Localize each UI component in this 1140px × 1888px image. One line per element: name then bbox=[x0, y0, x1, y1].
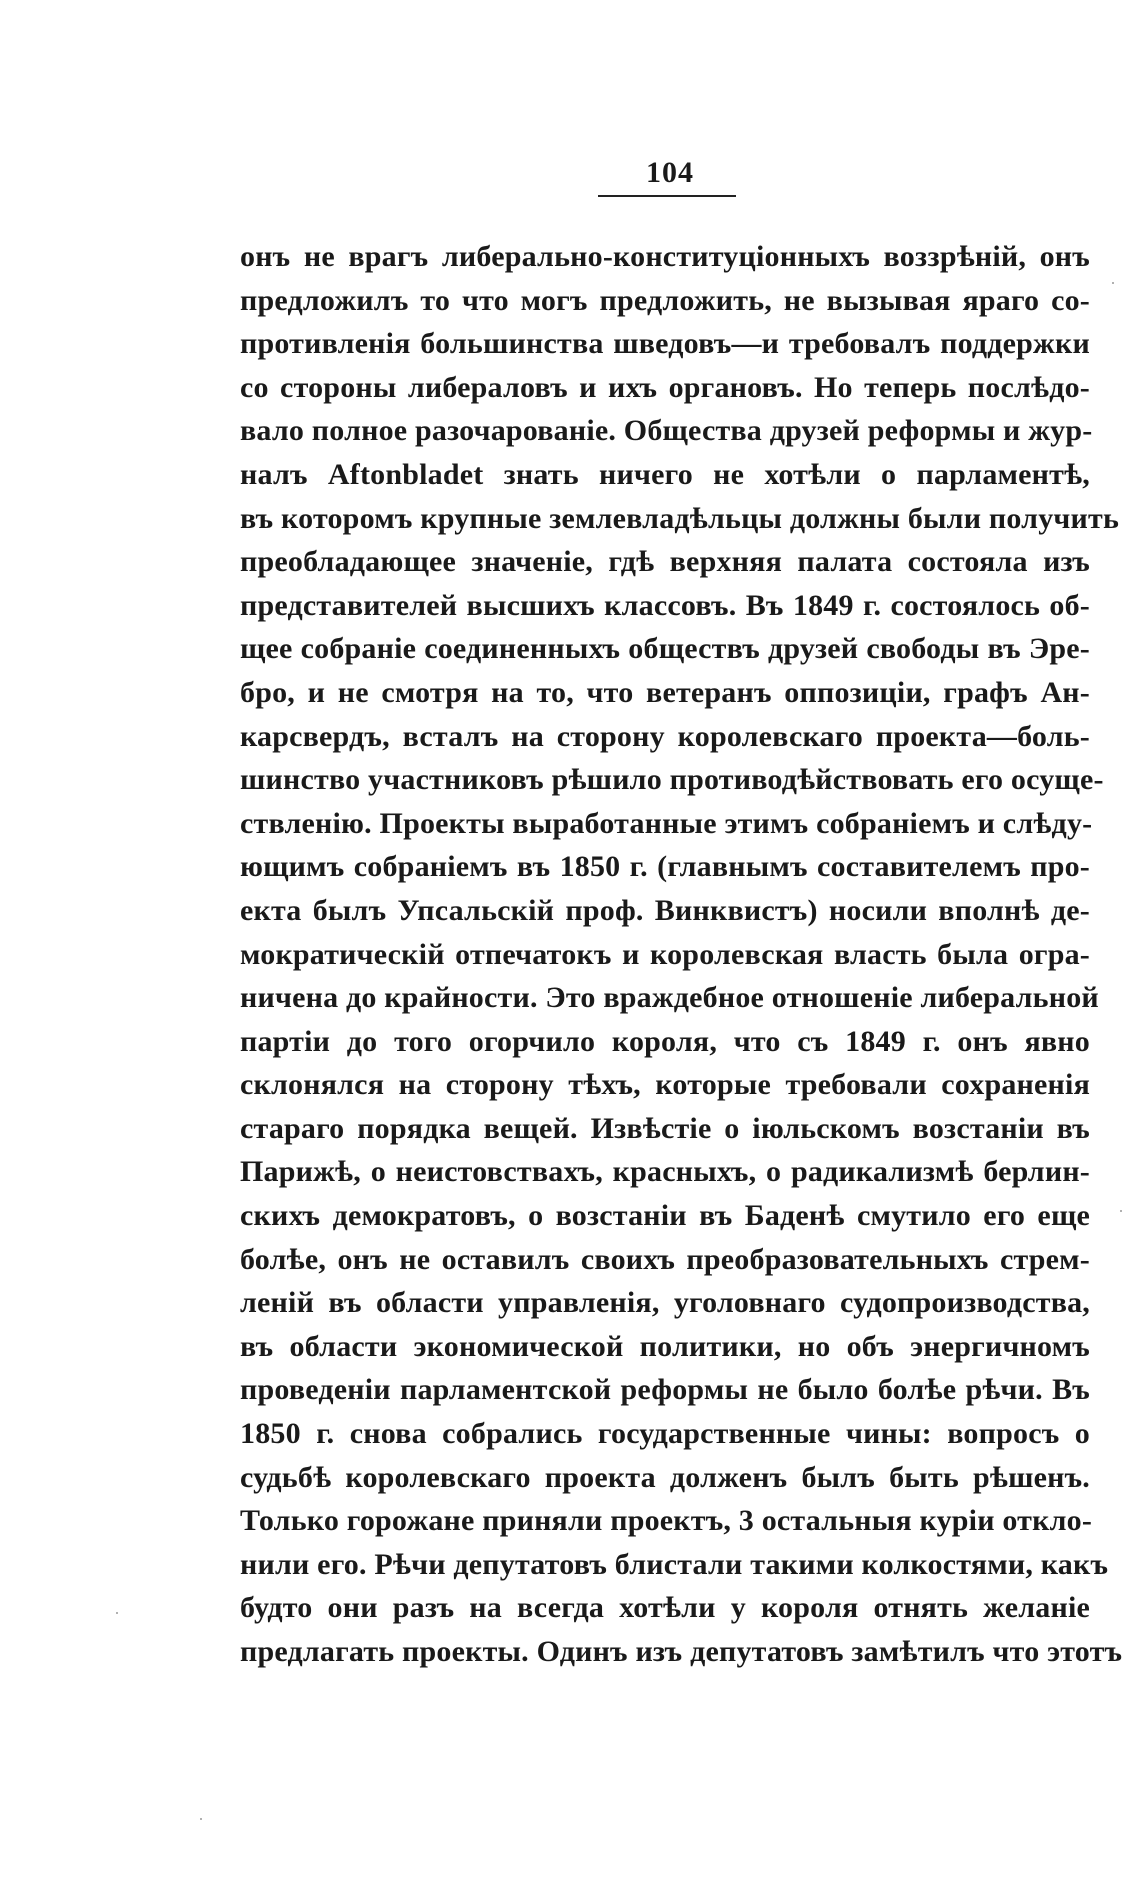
scan-speck bbox=[116, 1612, 118, 1614]
text-line: стараго порядка вещей. Извѣстіе о іюльскомъ возстаніи въ bbox=[240, 1111, 1090, 1145]
page-number-rule bbox=[598, 195, 736, 197]
text-line: въ которомъ крупные землевладѣльцы должны были получить bbox=[240, 501, 1120, 535]
text-line: шинство участниковъ рѣшило противодѣйствовать его осуще- bbox=[240, 763, 1104, 797]
text-line: нили его. Рѣчи депутатовъ блистали такими колкостями, какъ bbox=[240, 1547, 1109, 1581]
text-line: партіи до того огорчило короля, что съ 1849 г. онъ явно bbox=[240, 1024, 1090, 1058]
text-line: судьбѣ королевскаго проекта долженъ былъ быть рѣшенъ. bbox=[240, 1460, 1090, 1494]
text-line: онъ не врагъ либерально-конституціонныхъ воззрѣній, онъ bbox=[240, 240, 1090, 273]
text-line: екта былъ Упсальскій проф. Винквистъ) носили вполнѣ де- bbox=[240, 893, 1090, 927]
text-line: ничена до крайности. Это враждебное отношеніе либеральной bbox=[240, 981, 1099, 1015]
text-line: налъ Aftonbladet знать ничего не хотѣли о парламентѣ, bbox=[240, 457, 1090, 491]
text-line: Парижѣ, о неистовствахъ, красныхъ, о радикализмѣ берлин- bbox=[240, 1155, 1090, 1189]
scan-speck bbox=[1112, 282, 1114, 284]
page-number: 104 bbox=[646, 156, 694, 189]
text-line: со стороны либераловъ и ихъ органовъ. Но теперь послѣдо- bbox=[240, 370, 1090, 404]
scan-speck bbox=[200, 1818, 202, 1820]
text-line: предлагать проекты. Одинъ изъ депутатовъ замѣтилъ что этотъ bbox=[240, 1635, 1123, 1668]
scan-speck bbox=[1120, 1210, 1122, 1212]
text-line: ствленію. Проекты выработанные этимъ собраніемъ и слѣду- bbox=[240, 806, 1093, 840]
text-line: склонялся на сторону тѣхъ, которые требовали сохраненія bbox=[240, 1068, 1090, 1102]
text-line: представителей высшихъ классовъ. Въ 1849 г. состоялось об- bbox=[240, 588, 1090, 622]
text-line: карсвердъ, всталъ на сторону королевскаго проекта—боль- bbox=[240, 719, 1090, 753]
text-line: ющимъ собраніемъ въ 1850 г. (главнымъ составителемъ про- bbox=[240, 850, 1090, 884]
text-line: болѣе, онъ не оставилъ своихъ преобразовательныхъ стрем- bbox=[240, 1242, 1090, 1276]
text-line: мократическій отпечатокъ и королевская власть была огра- bbox=[240, 937, 1090, 971]
text-line: проведеніи парламентской реформы не было болѣе рѣчи. Въ bbox=[240, 1373, 1090, 1407]
text-line: Только горожане приняли проектъ, 3 остальныя куріи откло- bbox=[240, 1504, 1093, 1538]
text-line: будто они разъ на всегда хотѣли у короля отнять желаніе bbox=[240, 1591, 1090, 1625]
text-line: противленія большинства шведовъ—и требовалъ поддержки bbox=[240, 327, 1090, 361]
text-line: въ области экономической политики, но объ энергичномъ bbox=[240, 1329, 1090, 1363]
text-line: щее собраніе соединенныхъ обществъ друзей свободы въ Эре- bbox=[240, 632, 1090, 666]
text-line: преобладающее значеніе, гдѣ верхняя палата состояла изъ bbox=[240, 545, 1090, 579]
text-line: 1850 г. снова собрались государственные чины: вопросъ о bbox=[240, 1417, 1090, 1451]
text-line: вало полное разочарованіе. Общества друзей реформы и жур- bbox=[240, 414, 1093, 448]
text-line: скихъ демократовъ, о возстаніи въ Баденѣ смутило его еще bbox=[240, 1199, 1090, 1233]
text-line: бро, и не смотря на то, что ветеранъ оппозиціи, графъ Ан- bbox=[240, 675, 1090, 709]
body-text bbox=[240, 235, 1123, 1674]
text-line: предложилъ то что могъ предложить, не вызывая яраго со- bbox=[240, 283, 1090, 317]
text-line: леній въ области управленія, уголовнаго судопроизводства, bbox=[240, 1286, 1090, 1320]
